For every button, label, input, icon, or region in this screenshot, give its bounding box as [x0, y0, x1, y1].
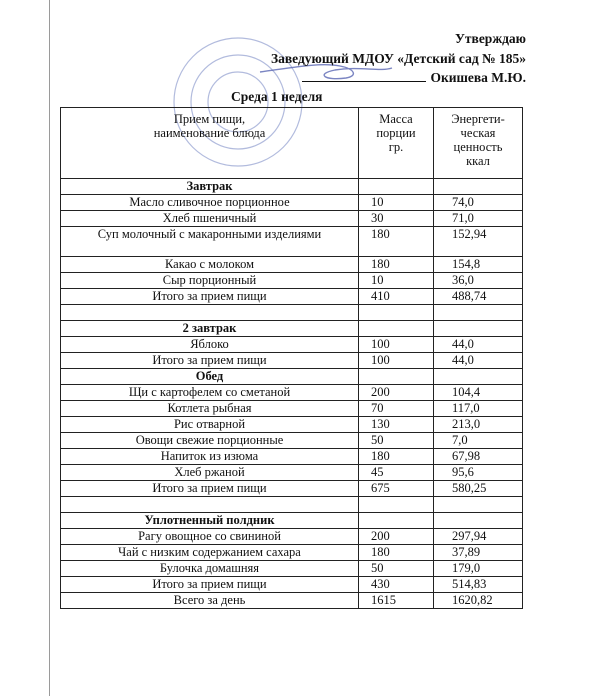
approval-position: Заведующий МДОУ «Детский сад № 185» — [270, 51, 526, 66]
day-total-row: Всего за день 1615 1620,82 — [61, 593, 523, 609]
signature-underline — [302, 69, 426, 82]
subtotal-row: Итого за прием пищи 410 488,74 — [61, 289, 523, 305]
section-title: Уплотненный полдник — [61, 513, 359, 529]
spacer-row — [61, 497, 523, 513]
table-row: Масло сливочное порционное 10 74,0 — [61, 195, 523, 211]
section-title: 2 завтрак — [61, 321, 359, 337]
subtotal-row: Итого за прием пищи 430 514,83 — [61, 577, 523, 593]
section-row-second-breakfast — [61, 321, 523, 337]
table-row: Яблоко 100 44,0 — [61, 337, 523, 353]
table-row: Какао с молоком 180 154,8 — [61, 257, 523, 273]
subtotal-row: Итого за прием пищи 675 580,25 — [61, 481, 523, 497]
day-label: Среда 1 неделя — [231, 89, 323, 104]
table-row: Сыр порционный 10 36,0 — [61, 273, 523, 289]
table-row: Напиток из изюма 180 67,98 — [61, 449, 523, 465]
approver-name: Окишева М.Ю. — [430, 70, 526, 85]
table-row: Булочка домашняя 50 179,0 — [61, 561, 523, 577]
approval-signature-line — [302, 69, 526, 86]
section-row-breakfast — [61, 179, 523, 195]
table-row: Рагу овощное со свининой 200 297,94 — [61, 529, 523, 545]
subtotal-row: Итого за прием пищи 100 44,0 — [61, 353, 523, 369]
table-row: Овощи свежие порционные 50 7,0 — [61, 433, 523, 449]
table-header-row — [61, 108, 523, 179]
section-row-snack — [61, 513, 523, 529]
header-mass: Масса порции гр. — [359, 108, 434, 179]
table-row: Щи с картофелем со сметаной 200 104,4 — [61, 385, 523, 401]
table-row: Рис отварной 130 213,0 — [61, 417, 523, 433]
section-title: Обед — [61, 369, 359, 385]
table-row: Суп молочный с макаронными изделиями 180 152,94 — [61, 227, 523, 257]
table-row: Хлеб пшеничный 30 71,0 — [61, 211, 523, 227]
menu-table — [60, 107, 523, 609]
header-kcal: Энергети- ческая ценность ккал — [434, 108, 523, 179]
page-edge — [49, 0, 50, 696]
table-row: Чай с низким содержанием сахара 180 37,89 — [61, 545, 523, 561]
table-row: Хлеб ржаной 45 95,6 — [61, 465, 523, 481]
section-title: Завтрак — [61, 179, 359, 195]
section-row-lunch — [61, 369, 523, 385]
approval-title: Утверждаю — [454, 31, 526, 46]
header-name: Прием пищи, наименование блюда — [61, 108, 359, 179]
table-row: Котлета рыбная 70 117,0 — [61, 401, 523, 417]
spacer-row — [61, 305, 523, 321]
